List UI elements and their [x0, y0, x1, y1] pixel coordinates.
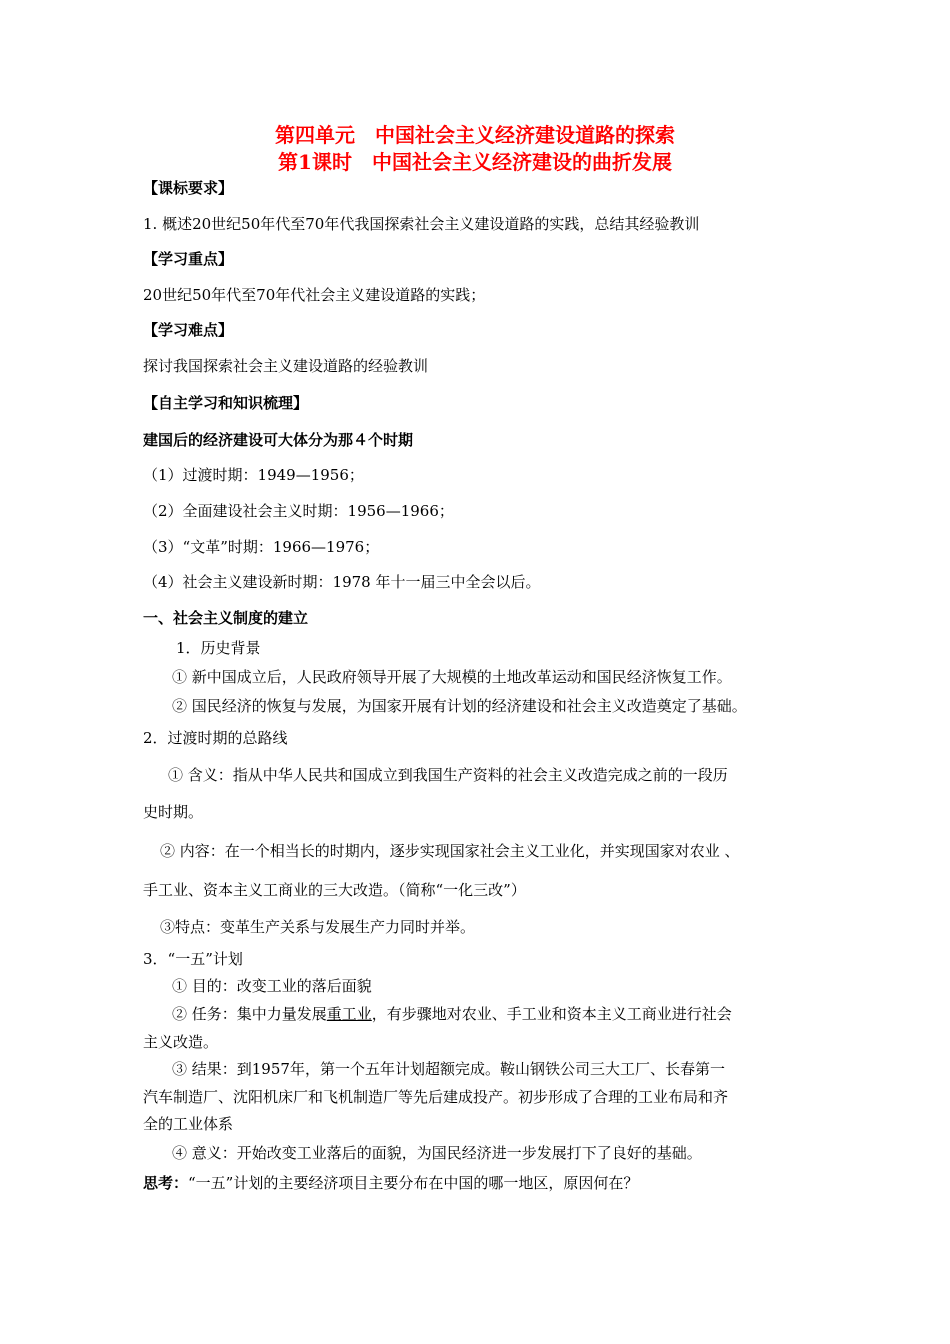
focus-heading: 【学习重点】	[143, 250, 234, 268]
background-point: ① 新中国成立后，人民政府领导开展了大规模的土地改革运动和国民经济恢复工作。	[172, 668, 732, 686]
periods-subheading: 建国后的经济建设可大体分为那４个时期	[143, 431, 414, 449]
general-line-meaning: ① 含义：指从中华人民共和国成立到我国生产资料的社会主义改造完成之前的一段历	[168, 766, 728, 784]
general-line-meaning-cont: 史时期。	[143, 803, 204, 821]
plan-result: ③ 结果：到1957年，第一个五年计划超额完成。鞍山钢铁公司三大工厂、长春第一	[172, 1060, 725, 1078]
period-item: （2）全面建设社会主义时期：1956—1966；	[143, 502, 454, 520]
five-year-plan-title: 3．“一五”计划	[143, 950, 243, 968]
period-item: （3）“文革”时期：1966—1976；	[143, 538, 380, 556]
plan-result-cont: 汽车制造厂、沈阳机床厂和飞机制造厂等先后建成投产。初步形成了合理的工业布局和齐	[143, 1088, 729, 1106]
think-text: “一五”计划的主要经济项目主要分布在中国的哪一地区，原因何在？	[188, 1174, 639, 1192]
general-line-content-cont: 手工业、资本主义工商业的三大改造。（简称“一化三改”）	[143, 881, 526, 899]
plan-task-cont: 主义改造。	[143, 1033, 219, 1051]
difficulty-heading: 【学习难点】	[143, 321, 234, 339]
period-item: （4）社会主义建设新时期：1978 年十一届三中全会以后。	[143, 573, 541, 591]
plan-result-cont: 全的工业体系	[143, 1115, 234, 1133]
general-line-content: ② 内容：在一个相当长的时期内，逐步实现国家社会主义工业化，并实现国家对农业 、	[160, 842, 740, 860]
focus-text: 20世纪50年代至70年代社会主义建设道路的实践；	[143, 286, 486, 304]
think-label: 思考：	[143, 1174, 189, 1192]
background-point: ② 国民经济的恢复与发展，为国家开展有计划的经济建设和社会主义改造奠定了基础。	[172, 697, 747, 715]
think-question	[143, 1173, 638, 1193]
difficulty-text: 探讨我国探索社会主义建设道路的经验教训	[143, 357, 429, 375]
plan-meaning: ④ 意义：开始改变工业落后的面貌，为国民经济进一步发展打下了良好的基础。	[172, 1144, 702, 1162]
lesson-title: 第1课时 中国社会主义经济建设的曲折发展	[278, 150, 672, 174]
unit-title: 第四单元 中国社会主义经济建设道路的探索	[275, 123, 675, 147]
heavy-industry-underlined: 重工业	[326, 1005, 372, 1023]
plan-task	[172, 1004, 732, 1024]
plan-task-lead: ② 任务：集中力量发展	[172, 1005, 327, 1023]
plan-task-rest: ，有步骤地对农业、手工业和资本主义工商业进行社会	[371, 1005, 732, 1023]
background-title: 1．历史背景	[176, 639, 261, 657]
general-line-features: ③特点：变革生产关系与发展生产力同时并举。	[160, 918, 476, 936]
part1-heading: 一、社会主义制度的建立	[143, 609, 309, 627]
period-item: （1）过渡时期：1949—1956；	[143, 466, 364, 484]
curriculum-heading: 【课标要求】	[143, 179, 234, 197]
self-study-heading: 【自主学习和知识梳理】	[143, 394, 309, 412]
general-line-title: 2．过渡时期的总路线	[143, 729, 288, 747]
plan-goal: ① 目的：改变工业的落后面貌	[172, 977, 372, 995]
curriculum-item: 1. 概述20世纪50年代至70年代我国探索社会主义建设道路的实践，总结其经验教训	[143, 215, 700, 233]
